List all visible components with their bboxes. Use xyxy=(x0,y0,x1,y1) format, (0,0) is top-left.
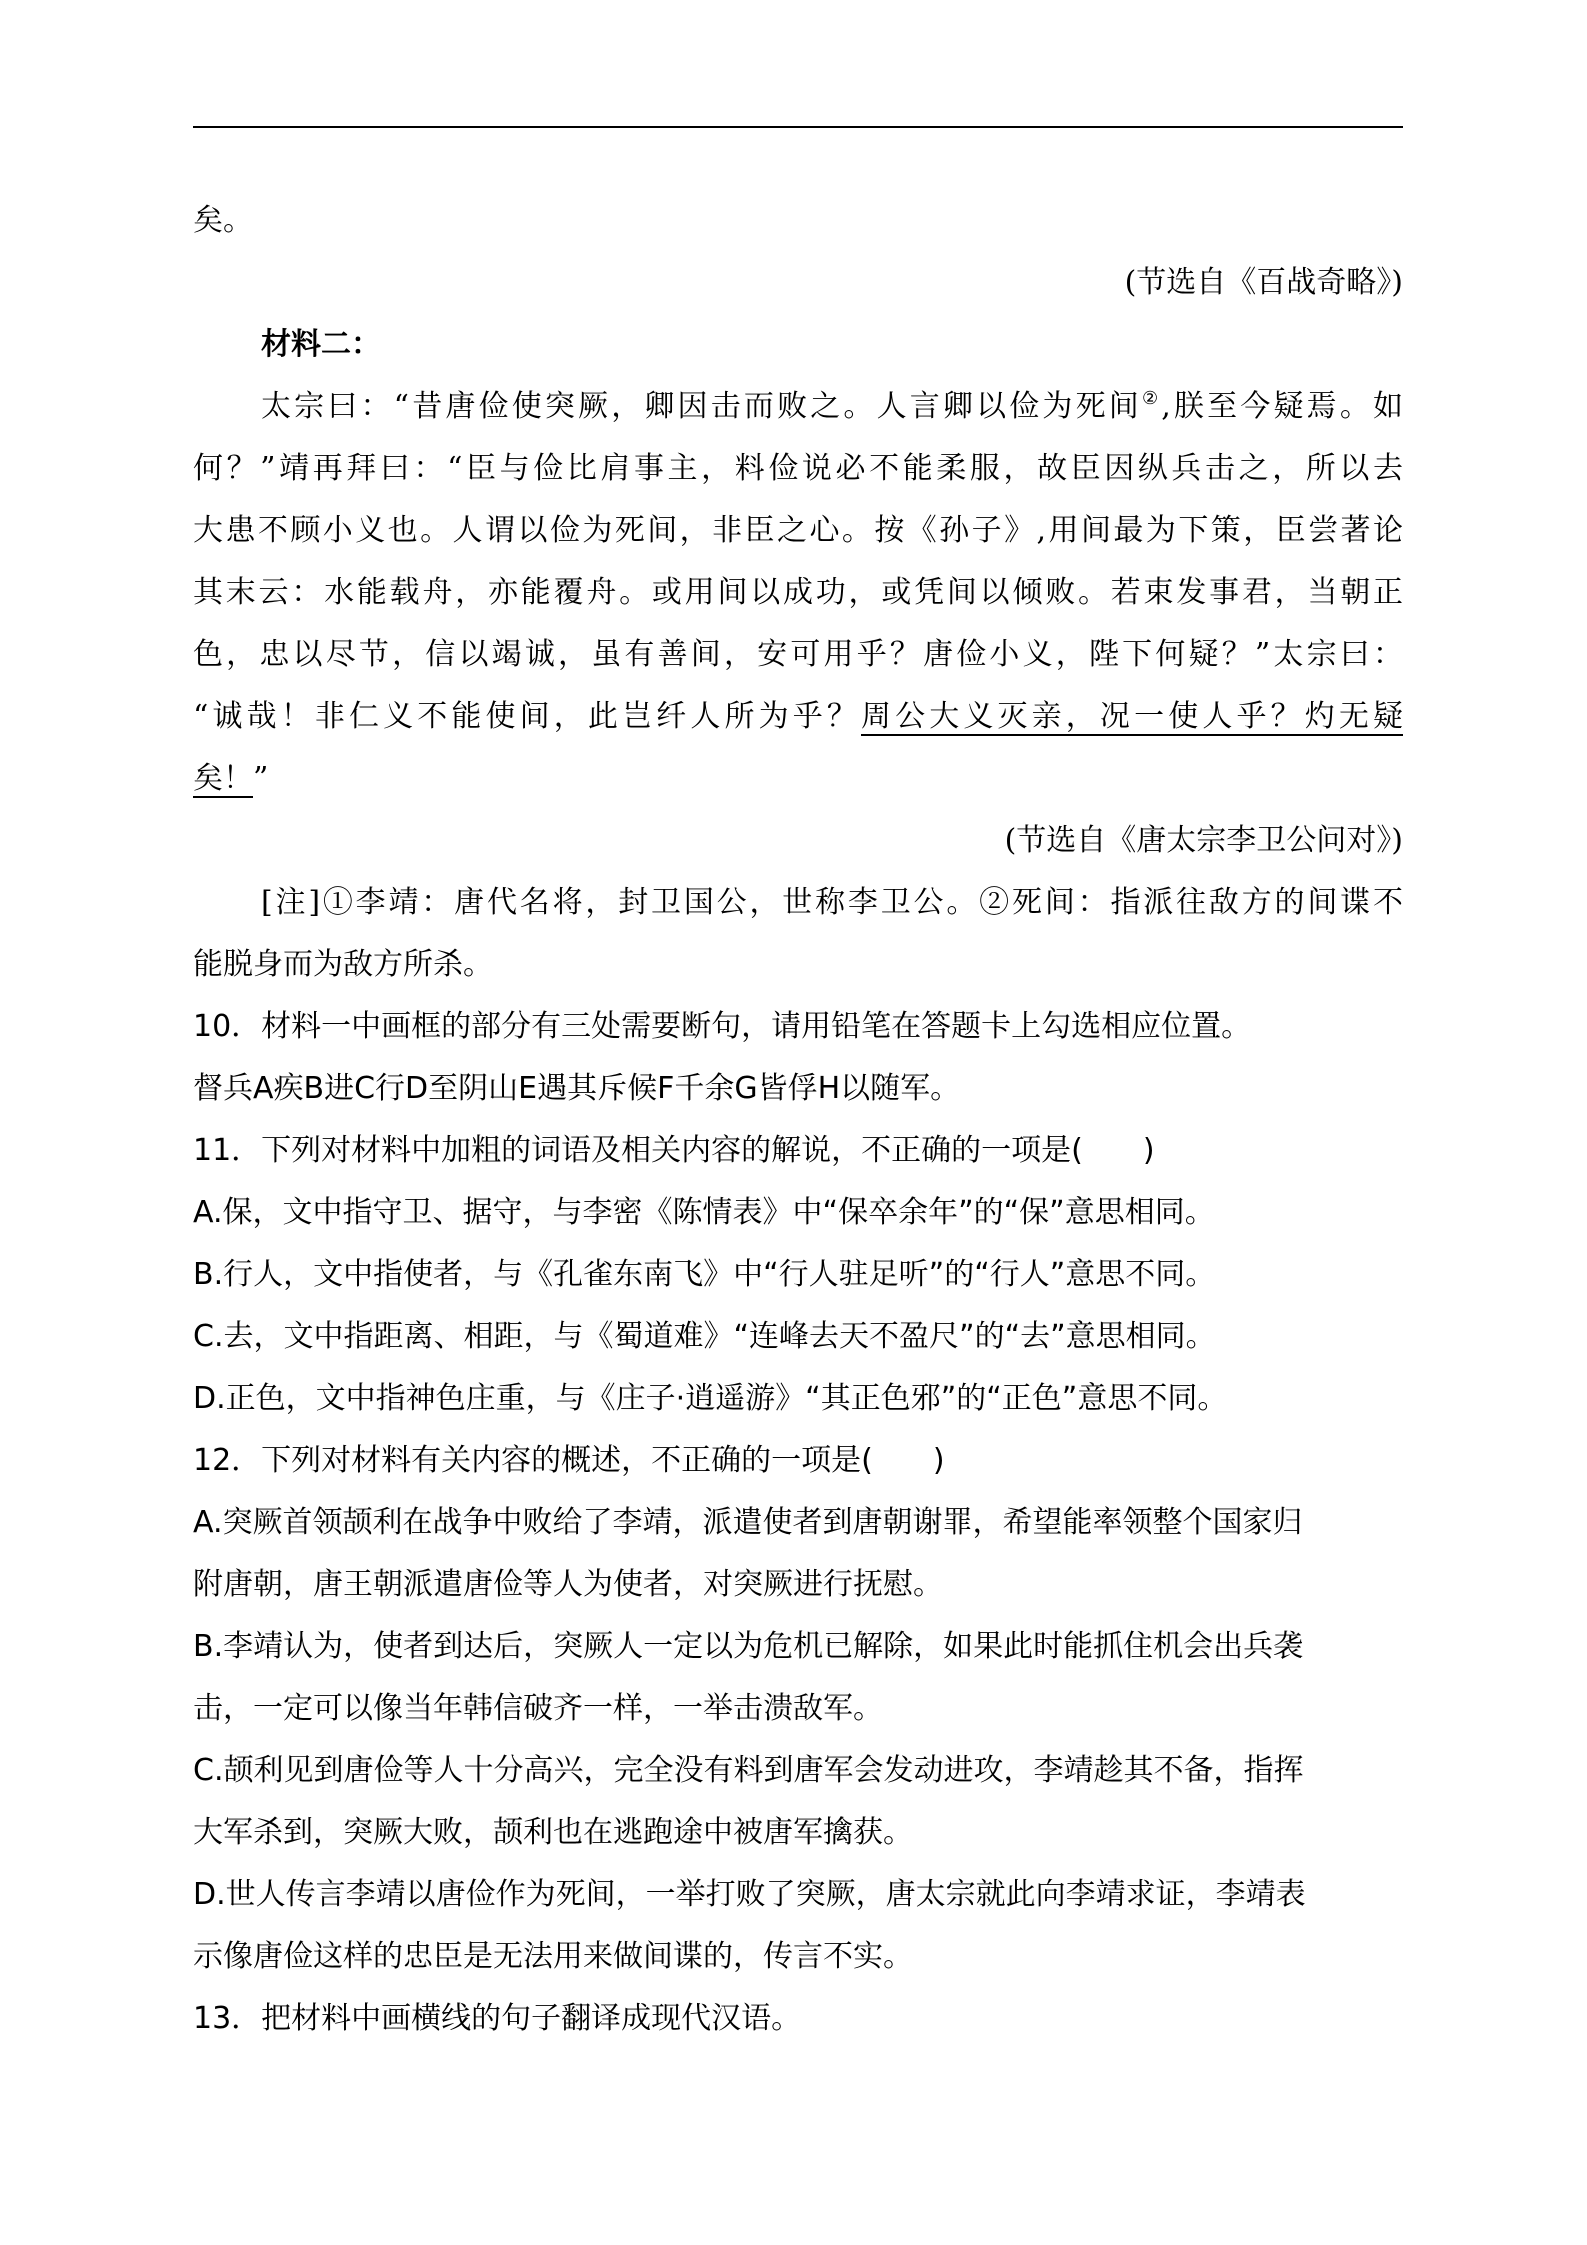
question-12-option-c: C.颉利见到唐俭等人十分高兴，完全没有料到唐军会发动进攻，李靖趁其不备，指挥 xyxy=(193,1753,1304,1788)
material-2-line xyxy=(193,748,1403,810)
question-11: 11．下列对材料中加粗的词语及相关内容的解说，不正确的一项是( ) xyxy=(193,1133,1155,1168)
question-12-option-b: B.李靖认为，使者到达后，突厥人一定以为危机已解除，如果此时能抓住机会出兵袭 xyxy=(193,1629,1304,1664)
question-12: 12．下列对材料有关内容的概述，不正确的一项是( ) xyxy=(193,1443,945,1478)
question-11-option-c: C.去，文中指距离、相距，与《蜀道难》“连峰去天不盈尺”的“去”意思相同。 xyxy=(193,1319,1216,1354)
material-2-line: 色，忠以尽节，信以竭诚，虽有善间，安可用乎？唐俭小义，陛下何疑？”太宗曰： xyxy=(193,637,1403,672)
header-rule xyxy=(193,126,1403,128)
underlined-sentence: 矣！ xyxy=(193,761,253,796)
question-11-option-d: D.正色，文中指神色庄重，与《庄子·逍遥游》“其正色邪”的“正色”意思不同。 xyxy=(193,1381,1228,1416)
question-10-text: 督兵A疾B进C行D至阴山E遇其斥候F千余G皆俘H以随军。 xyxy=(193,1071,961,1106)
footnote-line: 能脱身而为敌方所杀。 xyxy=(193,947,493,982)
question-12-option-c-cont: 大军杀到，突厥大败，颉利也在逃跑途中被唐军擒获。 xyxy=(193,1815,913,1850)
material-2-text: ” xyxy=(253,761,269,796)
material-2-line xyxy=(193,686,1403,748)
continuation-line: 矣。 xyxy=(193,203,253,238)
material-2-text: ,朕至今疑焉。如 xyxy=(1161,389,1403,424)
material-2-line: 何？”靖再拜曰：“臣与俭比肩事主，料俭说必不能柔服，故臣因纵兵击之，所以去 xyxy=(193,451,1403,486)
footnote-line: [注]①李靖：唐代名将，封卫国公，世称李卫公。②死间：指派往敌方的间谍不 xyxy=(261,885,1403,920)
question-12-option-a-cont: 附唐朝，唐王朝派遣唐俭等人为使者，对突厥进行抚慰。 xyxy=(193,1567,943,1602)
material-2-text: 太宗曰：“昔唐俭使突厥，卿因击而败之。人言卿以俭为死间 xyxy=(261,389,1142,424)
question-12-option-d-cont: 示像唐俭这样的忠臣是无法用来做间谍的，传言不实。 xyxy=(193,1939,913,1974)
material-2-text: “诚哉！非仁义不能使间，此岂纤人所为乎？ xyxy=(193,699,861,734)
question-11-option-b: B.行人，文中指使者，与《孔雀东南飞》中“行人驻足听”的“行人”意思不同。 xyxy=(193,1257,1216,1292)
source-citation-1: (节选自《百战奇略》) xyxy=(1124,265,1403,300)
question-12-option-d: D.世人传言李靖以唐俭作为死间，一举打败了突厥，唐太宗就此向李靖求证，李靖表 xyxy=(193,1877,1306,1912)
question-11-option-a: A.保，文中指守卫、据守，与李密《陈情表》中“保卒余年”的“保”意思相同。 xyxy=(193,1195,1215,1230)
footnote-mark: ② xyxy=(1141,388,1162,409)
material-2-line xyxy=(193,376,1403,438)
source-citation-2: (节选自《唐太宗李卫公问对》) xyxy=(1004,823,1403,858)
question-10: 10．材料一中画框的部分有三处需要断句，请用铅笔在答题卡上勾选相应位置。 xyxy=(193,1009,1252,1044)
question-12-option-a: A.突厥首领颉利在战争中败给了李靖，派遣使者到唐朝谢罪，希望能率领整个国家归 xyxy=(193,1505,1303,1540)
material-2-line: 其末云：水能载舟，亦能覆舟。或用间以成功，或凭间以倾败。若束发事君，当朝正 xyxy=(193,575,1403,610)
question-13: 13．把材料中画横线的句子翻译成现代汉语。 xyxy=(193,2001,802,2036)
material-2-line: 大患不顾小义也。人谓以俭为死间，非臣之心。按《孙子》,用间最为下策，臣尝著论 xyxy=(193,513,1403,548)
underlined-sentence: 周公大义灭亲，况一使人乎？灼无疑 xyxy=(861,699,1403,734)
document-body xyxy=(193,190,1403,2050)
material-2-heading: 材料二： xyxy=(261,327,381,362)
question-12-option-b-cont: 击，一定可以像当年韩信破齐一样，一举击溃敌军。 xyxy=(193,1691,883,1726)
